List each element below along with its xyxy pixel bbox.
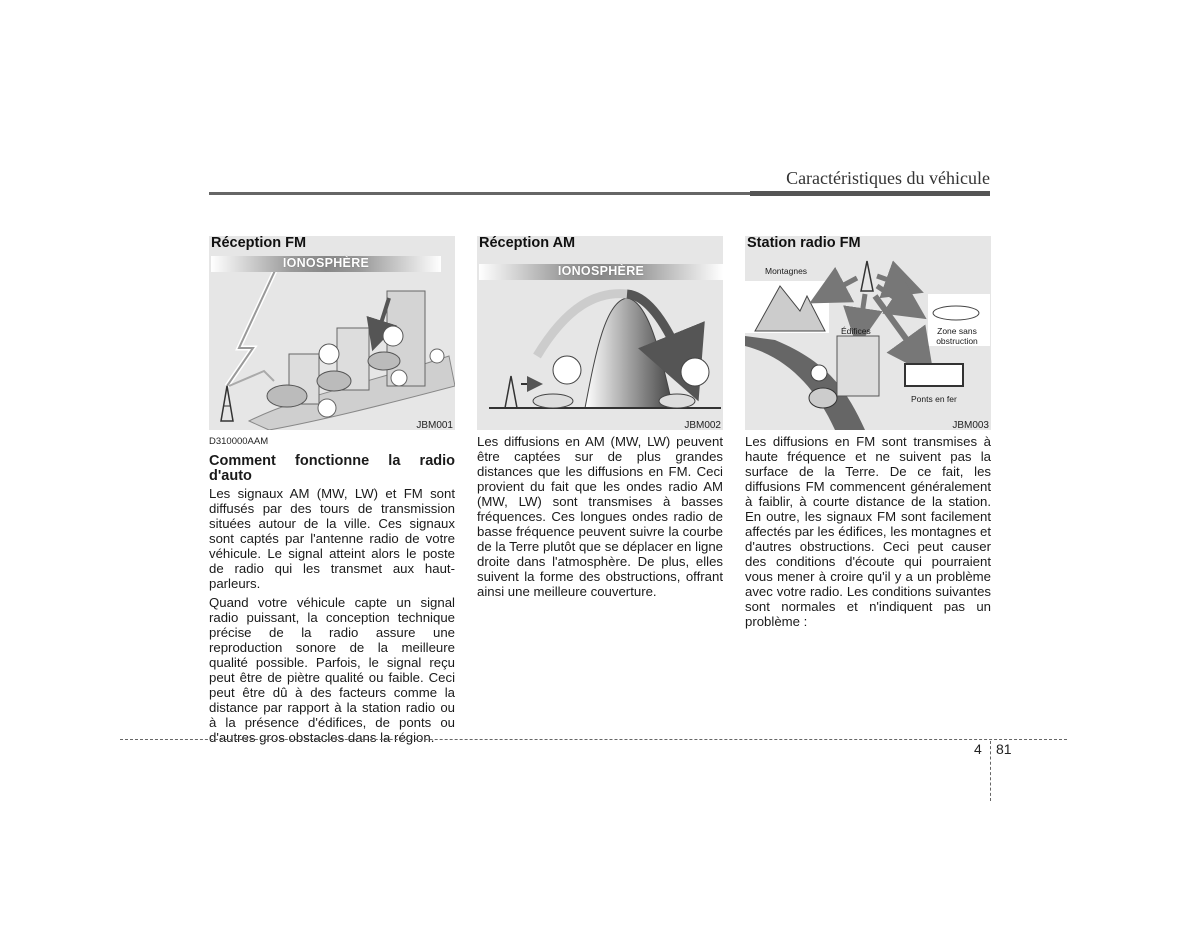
heading-how-radio-works: Comment fonctionne la radio d'auto (209, 453, 455, 484)
figure-code: JBM001 (416, 420, 453, 430)
label-bridges: Ponts en fer (911, 394, 957, 404)
header-rule-accent (750, 191, 990, 196)
label-open-zone (933, 326, 981, 346)
figure-fm-reception (209, 236, 455, 430)
ionosphere-band (479, 264, 723, 280)
document-code: D310000AAM (209, 436, 269, 447)
footer-rule (120, 739, 1067, 740)
ionosphere-label: IONOSPHÈRE (282, 256, 370, 270)
ionosphere-band (211, 256, 441, 272)
chapter-number: 4 (974, 741, 982, 757)
figure-title: Station radio FM (747, 236, 861, 251)
page-number: 81 (996, 741, 1012, 757)
footer-divider (990, 741, 991, 801)
section-title: Caractéristiques du véhicule (786, 168, 990, 188)
figure-title: Réception AM (479, 236, 576, 251)
paragraph: Quand votre véhicule capte un signal radio puissant, la conception technique précise de la radio assure une reproduction sonore de la meilleure qualité possible. Parfois, le signal reçu peut être de piètre qualité ou faible. Ceci peut être dû à des facteurs comme la distance par rapport à la station radio ou à la présence d'édifices, de ponts ou d'autres gros obstacles dans la région. (209, 595, 455, 745)
figure-fm-station (745, 236, 991, 430)
paragraph: Les signaux AM (MW, LW) et FM sont diffusés par des tours de transmission situées autour de la ville. Ces signaux sont captés par l'antenne radio de votre véhicule. Le signal atteint alors le poste de radio qui les transmet aux haut-parleurs. (209, 486, 455, 591)
label-open-zone-line-2: obstruction (936, 336, 978, 346)
label-buildings: Édifices (841, 326, 871, 336)
column-1 (209, 434, 455, 749)
column-3 (745, 434, 991, 633)
ionosphere-label: IONOSPHÈRE (557, 264, 645, 278)
figure-am-reception (477, 236, 723, 430)
figure-code: JBM002 (684, 420, 721, 430)
figure-title: Réception FM (211, 236, 307, 251)
paragraph: Les diffusions en AM (MW, LW) peuvent être captées sur de plus grandes distances que les diffusions en FM. Ceci provient du fait que les ondes radio AM (MW, LW) sont transmises à basses fréquences. Ces longues ondes radio de basse fréquence peuvent suivre la courbe de la Terre plutôt que se déplacer en ligne droite dans l'atmosphère. De plus, elles suivent la forme des obstructions, offrant ainsi une meilleure couverture. (477, 434, 723, 599)
paragraph: Les diffusions en FM sont transmises à haute fréquence et ne suivent pas la surface de la Terre. De ce fait, les diffusions FM commencent généralement à faiblir, à courte distance de la station. En outre, les signaux FM sont facilement affectés par les édifices, les montagnes et d'autres obstructions. Ceci peut causer des conditions d'écoute qui pourraient vous mener à croire qu'il y a un problème avec votre radio. Les conditions suivantes sont normales et n'indiquent pas un problème : (745, 434, 991, 629)
label-open-zone-line-1: Zone sans (937, 326, 977, 336)
column-2 (477, 434, 723, 603)
label-mountains: Montagnes (765, 266, 808, 276)
figure-code: JBM003 (952, 420, 989, 430)
